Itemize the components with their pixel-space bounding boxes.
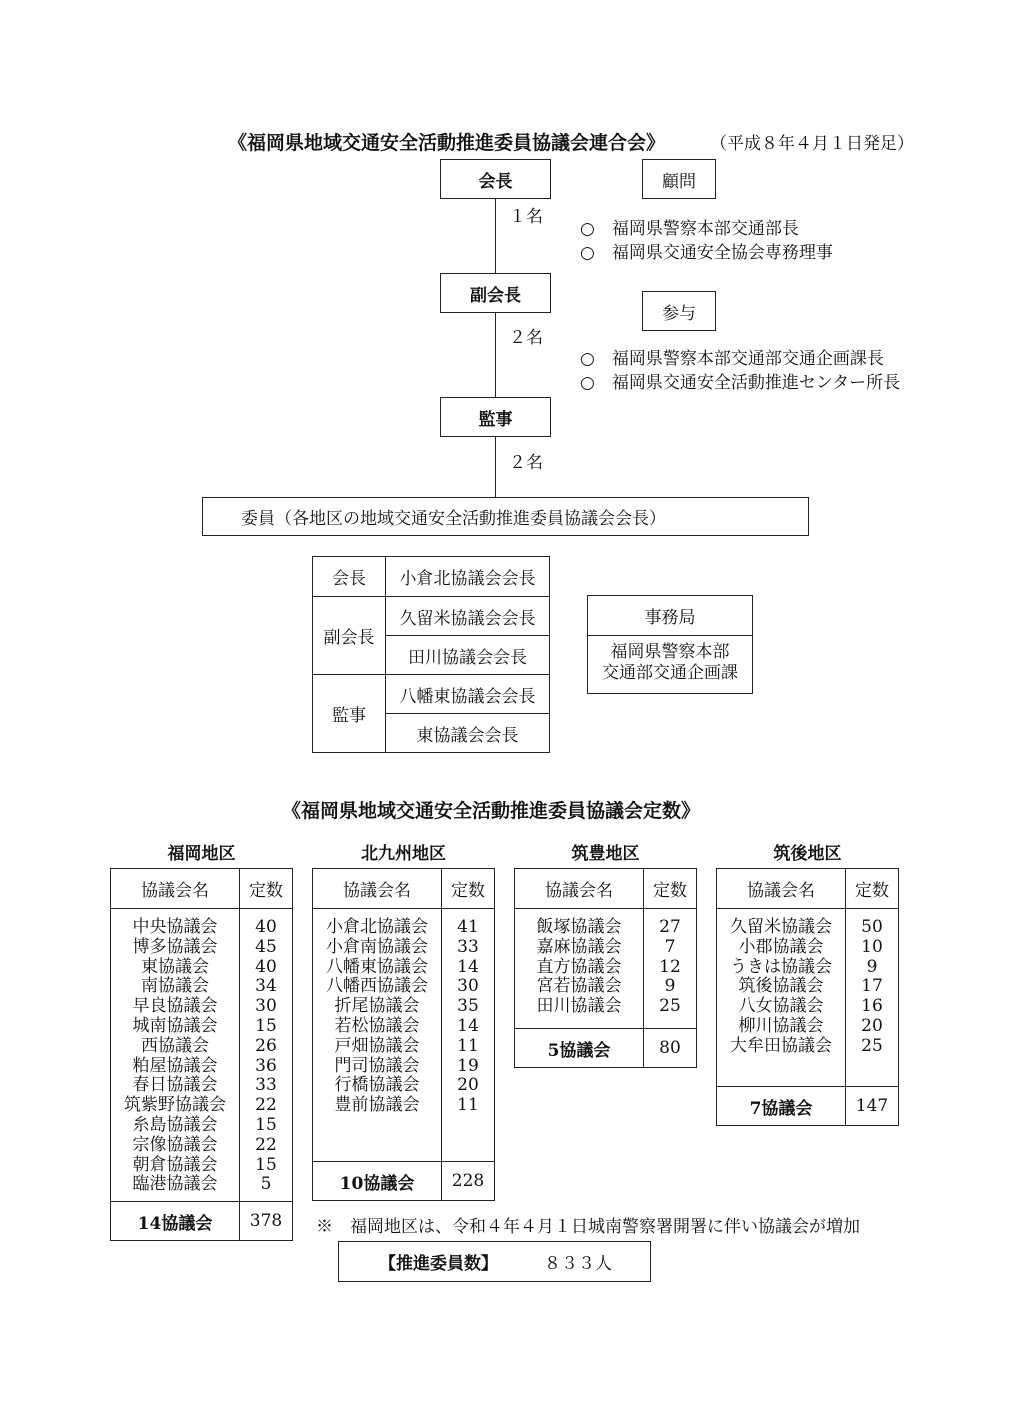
council-name: 直方協議会 [536, 956, 622, 977]
council-name: 八女協議会 [738, 996, 824, 1017]
council-count: 14 [457, 1015, 479, 1036]
council-name: 八幡西協議会 [326, 976, 428, 997]
district-table [716, 868, 899, 1126]
council-count: 11 [457, 1035, 479, 1056]
council-count-list [240, 909, 293, 1202]
advisor-item: ○ 福岡県警察本部交通部長 [580, 219, 799, 239]
district-total-label: 14協議会 [111, 1202, 240, 1241]
col-header-name: 協議会名 [717, 869, 846, 909]
district-heading: 北九州地区 [361, 844, 446, 864]
col-header-count: 定数 [644, 869, 697, 909]
council-name-list [515, 909, 644, 1029]
council-name: 田川協議会 [536, 996, 622, 1017]
council-count: 9 [664, 976, 676, 997]
vice-chair-count: ２名 [509, 328, 543, 348]
connector-line [495, 313, 496, 398]
council-count: 19 [457, 1055, 479, 1076]
council-count: 9 [866, 956, 878, 977]
district-table [110, 868, 293, 1241]
district-table [312, 868, 495, 1201]
council-name: 大牟田協議会 [730, 1035, 832, 1056]
council-name: 行橋協議会 [334, 1075, 420, 1096]
council-name: 若松協議会 [334, 1015, 420, 1036]
council-count: 20 [457, 1075, 479, 1096]
council-name: 久留米協議会 [730, 917, 832, 937]
council-name: 糸島協議会 [132, 1114, 218, 1135]
council-count: 15 [255, 1114, 277, 1135]
participant-item: ○ 福岡県交通安全活動推進センター所長 [580, 373, 901, 393]
total-label: 【推進委員数】 [379, 1254, 498, 1274]
council-name-list [313, 909, 442, 1162]
council-count: 27 [659, 917, 681, 937]
officer-label: 会長 [313, 557, 386, 597]
council-name: 小倉南協議会 [326, 936, 428, 957]
advisor-box: 顧問 [642, 159, 716, 199]
council-count-list [644, 909, 697, 1029]
council-name: 豊前協議会 [334, 1095, 420, 1116]
connector-line [495, 199, 496, 274]
vice-chair-box: 副会長 [440, 273, 551, 313]
participant-item: ○ 福岡県警察本部交通部交通企画課長 [580, 349, 884, 369]
council-name: 中央協議会 [132, 917, 218, 937]
council-count: 33 [255, 1075, 277, 1096]
council-name: 朝倉協議会 [132, 1154, 218, 1175]
council-name: 小倉北協議会 [326, 917, 428, 937]
council-name-list [717, 909, 846, 1087]
council-name: 折尾協議会 [334, 996, 420, 1017]
page-title: 《福岡県地域交通安全活動推進委員協議会連合会》 [228, 132, 666, 154]
council-name: 戸畑協議会 [334, 1035, 420, 1056]
quota-note: ※ 福岡地区は、令和４年４月１日城南警察署開署に伴い協議会が増加 [316, 1217, 860, 1237]
district-heading: 福岡地区 [167, 844, 236, 864]
council-name: 嘉麻協議会 [536, 936, 622, 957]
council-count: 41 [457, 917, 479, 937]
council-count: 34 [255, 976, 277, 997]
council-count: 45 [255, 936, 277, 957]
council-count: 36 [255, 1055, 277, 1076]
council-count: 15 [255, 1154, 277, 1175]
council-count: 26 [255, 1035, 277, 1056]
officers-table [312, 556, 550, 753]
council-name: 西協議会 [141, 1035, 209, 1056]
council-name: 早良協議会 [132, 996, 218, 1017]
council-count: 5 [260, 1174, 272, 1195]
council-name: 宗像協議会 [132, 1134, 218, 1155]
council-count: 33 [457, 936, 479, 957]
district-heading: 筑後地区 [773, 844, 842, 864]
council-name: 門司協議会 [334, 1055, 420, 1076]
council-name-list [111, 909, 240, 1202]
council-count: 7 [664, 936, 676, 957]
council-name: 臨港協議会 [132, 1174, 218, 1195]
council-name: 飯塚協議会 [536, 917, 622, 937]
council-count: 30 [457, 976, 479, 997]
officer-value: 小倉北協議会会長 [386, 557, 550, 597]
members-box: 委員（各地区の地域交通安全活動推進委員協議会会長） [202, 497, 809, 536]
council-name: 小郡協議会 [738, 936, 824, 957]
council-count: 50 [861, 917, 883, 937]
district-table [514, 868, 697, 1068]
council-count: 35 [457, 996, 479, 1017]
total-box [338, 1241, 651, 1282]
council-name: 春日協議会 [132, 1075, 218, 1096]
council-name: 八幡東協議会 [326, 956, 428, 977]
secretariat-label: 事務局 [588, 596, 752, 636]
district-total-label: 10協議会 [313, 1162, 442, 1201]
col-header-count: 定数 [442, 869, 495, 909]
council-name: 筑紫野協議会 [124, 1095, 226, 1116]
council-name: 東協議会 [141, 956, 209, 977]
council-count: 14 [457, 956, 479, 977]
council-count: 40 [255, 917, 277, 937]
council-count: 16 [861, 996, 883, 1017]
officer-value: 久留米協議会会長 [386, 597, 550, 636]
quota-title: 《福岡県地域交通安全活動推進委員協議会定数》 [282, 800, 701, 822]
founded-date: （平成８年４月１日発足） [710, 134, 914, 154]
council-name: うきは協議会 [730, 956, 832, 977]
council-name: 城南協議会 [132, 1015, 218, 1036]
secretariat-line: 交通部交通企画課 [602, 663, 738, 683]
council-count: 22 [255, 1134, 277, 1155]
connector-line [495, 437, 496, 498]
council-count: 25 [861, 1035, 883, 1056]
col-header-name: 協議会名 [515, 869, 644, 909]
council-count: 17 [861, 976, 883, 997]
council-name: 博多協議会 [132, 936, 218, 957]
council-count: 25 [659, 996, 681, 1017]
chair-count: １名 [509, 207, 543, 227]
district-total-value: 147 [846, 1087, 899, 1126]
district-total-label: 7協議会 [717, 1087, 846, 1126]
district-total-value: 228 [442, 1162, 495, 1201]
district-total-label: 5協議会 [515, 1029, 644, 1068]
advisor-item: ○ 福岡県交通安全協会専務理事 [580, 243, 833, 263]
council-count: 40 [255, 956, 277, 977]
council-name: 南協議会 [141, 976, 209, 997]
chair-box: 会長 [440, 159, 551, 199]
district-total-value: 80 [644, 1029, 697, 1068]
auditor-count: ２名 [509, 453, 543, 473]
col-header-name: 協議会名 [313, 869, 442, 909]
secretariat-line: 福岡県警察本部 [610, 642, 730, 662]
council-count-list [442, 909, 495, 1162]
auditor-box: 監事 [440, 397, 551, 437]
officer-label: 副会長 [313, 597, 386, 675]
district-heading: 筑豊地区 [571, 844, 640, 864]
officer-label: 監事 [313, 675, 386, 753]
district-total-value: 378 [240, 1202, 293, 1241]
council-count: 22 [255, 1095, 277, 1116]
officer-value: 田川協議会会長 [386, 636, 550, 675]
council-count: 20 [861, 1015, 883, 1036]
council-count: 10 [861, 936, 883, 957]
officer-value: 八幡東協議会会長 [386, 675, 550, 714]
council-count: 15 [255, 1015, 277, 1036]
council-count: 30 [255, 996, 277, 1017]
col-header-count: 定数 [240, 869, 293, 909]
secretariat-box [587, 595, 753, 694]
participant-box: 参与 [642, 291, 716, 331]
council-name: 粕屋協議会 [132, 1055, 218, 1076]
officer-value: 東協議会会長 [386, 714, 550, 753]
council-name: 柳川協議会 [738, 1015, 824, 1036]
total-value: ８３３人 [544, 1254, 612, 1274]
council-name: 筑後協議会 [738, 976, 824, 997]
col-header-name: 協議会名 [111, 869, 240, 909]
council-count: 11 [457, 1095, 479, 1116]
council-count: 12 [659, 956, 681, 977]
council-name: 宮若協議会 [536, 976, 622, 997]
col-header-count: 定数 [846, 869, 899, 909]
council-count-list [846, 909, 899, 1087]
